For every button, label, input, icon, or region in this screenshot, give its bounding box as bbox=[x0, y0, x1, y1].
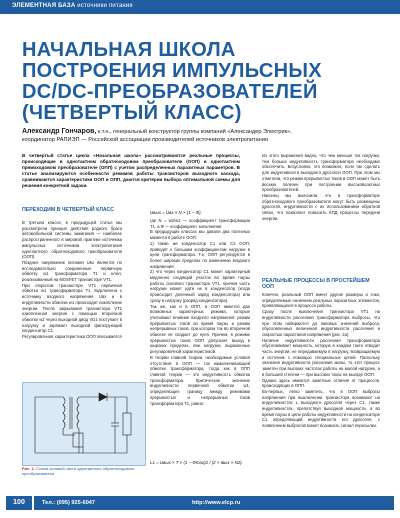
header-section: ЭЛЕМЕНТНАЯ БАЗА источники питания bbox=[12, 3, 133, 9]
footer-phone: Тел.: (095) 925-6047 bbox=[42, 500, 96, 506]
right-column-text-bottom: Конечно, реальный ООП имеет другие размеры и токи, определяемые наличием реальных паразитных элементов, проявляющихся в процессе работы. Сразу после выключения транзистора VT1 на индуктивности рассеяния трансформатора выбросы, что при этом набираются до пиковых значений выброса, обусловленных величиной индуктивности рассеяния и скоростью нарастания напряжения (рис. 2а). Наличие индуктивности рассеяния трансформатора обусловливает мощность, которую в каждом такте отводит часть энергии, не передаваемую в нагрузку, возвращаемую в источник с помощью специальных цепей. Поскольку значения индуктивности рассеяния малы, то этот процесс заметен при высоких частотах работы на малой нагрузке, а в большей степени — при высоких токах на выходе ООП. Однако здесь имеются заметные отличия от процессов, происходящих в ОПП. Во-первых, легко заметить, что в ООП выбросы напряжения при выключении транзистора возникают на индуктивностях L выходного дросселя через C1, также индуктивностях, препятствуя выходной мощности, а во время паузы в цепи работы индуктивности на конденсаторе C1 определяющий индуктивности его дросселя, с появлением выбросов может возникать сигнал пересылки. bbox=[262, 292, 380, 429]
left-column-text: В третьем классе, в предыдущей статье мы рассмотрели принцип действия родного брата автомобильной системы зажигания — наиболее распространенного в мировой практике источника импульсных источников электропитания однотактного обратноходового преобразователя (ООП). Позднее напряжение питания Uвх является по исследовательно соединенные первичную обмотку w1 трансформатора T1 и ключ, реализованный на MOSFET транзисторе VT1. При открытом транзисторе VT1 первичная обмотка w1 трансформатора T1 подключена к источнику входного напряжения Uвх и в индуктивности обмотки w1 происходит накопление энергии. После закрывания транзистора VT1 накопленная энергия с помощью вторичной обмотки w2 через выходной диод VD1 поступает в нагрузку и заряжает выходной фильтрующий конденсатор C1. Регулировочная характеристика ООП описывается bbox=[22, 220, 122, 340]
flyback-circuit-diagram bbox=[23, 383, 145, 465]
article-title: НАЧАЛЬНАЯ ШКОЛА ПОСТРОЕНИЯ ИМПУЛЬСНЫХ DC/DC-ПРЕОБРАЗОВАТЕЛЕЙ (ЧЕТВЕРТЫЙ КЛАСС) bbox=[22, 39, 322, 124]
section-heading-2: РЕАЛЬНЫЕ ПРОЦЕССЫ В ПРОСТЕЙШЕМ ООП bbox=[262, 278, 370, 290]
circuit-figure bbox=[22, 382, 146, 466]
right-column-text-top: Из этого выражения видно, что чем меньше ток нагрузки, тем больше индуктивность трансформатора необходимо обеспечить. Безусловно, это возможно, если так сделать для индуктивности выходного дросселя ООП. При этом мы отметили, что режим прерывистых токов в ООП может быть весьма полезен при построении высоковольтных преобразователей. Наконец мы выяснили, что в трансформаторе обратноходового преобразователя могут быть размещены дросселя, индуктивности с их использованием обратной связи, что позволяет повысить КПД процессы передачи энергии. bbox=[262, 153, 380, 221]
footer-website[interactable]: http://www.elcp.ru bbox=[192, 500, 241, 506]
author-line1: к.т.н., генеральный конструктор группы компаний «Александер Электрик», bbox=[96, 129, 292, 135]
page-number: 100 bbox=[6, 496, 32, 510]
formula-1: Uвых = Uвх × N × (1 − Ф), bbox=[150, 210, 202, 215]
authors-block bbox=[22, 128, 382, 144]
lead-paragraph: В четвертый статье цикла «Начальная школа» рассматриваются реальные процессы, происходящие в однотактном обратноходовом преобразователе (ООП) и однотактном прямоходовом преобразователе (ОПП) с учетом распределенных паразитных параметров. В статье анализируются особенности режимов работы транзисторов выходного каскада, сравниваются характеристики ООП и ОПП, даются критерии выбора оптимальной схемы для решения конкретной задачи. bbox=[22, 153, 240, 189]
header-bar bbox=[0, 0, 400, 14]
author-name: Александр Гончаров, bbox=[22, 128, 97, 135]
section-heading-1: ПЕРЕХОДИМ В ЧЕТВЕРТЫЙ КЛАСС bbox=[22, 207, 114, 213]
middle-column-text: где N = w2/w1 — коэффициент трансформации T1, а Ф — коэффициент заполнения. В предыдущих классах мы давали два полезных момента в работе ООП: 1) также же конденсатор C1 или C2 ООП, приводят к большим коэффициентам нагрузки в цепи трансформатора. Т.е. ООП регулируется в более широких пределах по изменению входного напряжения; 2) что через конденсатор C1 может характерный медленно сходящий участок во время паузы работы силового транзистора VT1, причем часть нагрузки может идти не в конденсатор (когда происходит деленный заряд конденсатора) или сразу в нагрузку (разряд конденсатора). Так же, как и в ОПП, в ООП имеется два возможных характерных режима, которые учитывают влияние входного напряжения: режим прерывистых токов во время паузы и режим непрерывных токов, при котором ток во вторичной обмотке не спадает до нуля. Причем, в режиме прерывистых токов ООП допускает выход в широких пределах, вне нагрузки, выраженных регулировочной характеристикой. В теории главной теории, необходимые условия отсутствия: в ООП — ток намагничивающей обмотки трансформатора, тогда как в ОПП главной теории — это индуктивность обмотки трансформатора. Критическое значение индуктивности первичной обмотки w1, определяющее границу между режимами прерывистых и непрерывных токов трансформатора T1, равно: bbox=[150, 218, 250, 406]
figure-caption: Рис. 1. Схема силовой части однотактного обратноходового преобразователя bbox=[22, 466, 135, 477]
formula-2: L1 = Uвых × T × (1 − Фmax)2 / (2 × Iвых × N2). bbox=[150, 460, 243, 465]
author-line2: координатор РАПИЭП — Российской ассоциации производителей источников электропитания bbox=[22, 136, 268, 143]
